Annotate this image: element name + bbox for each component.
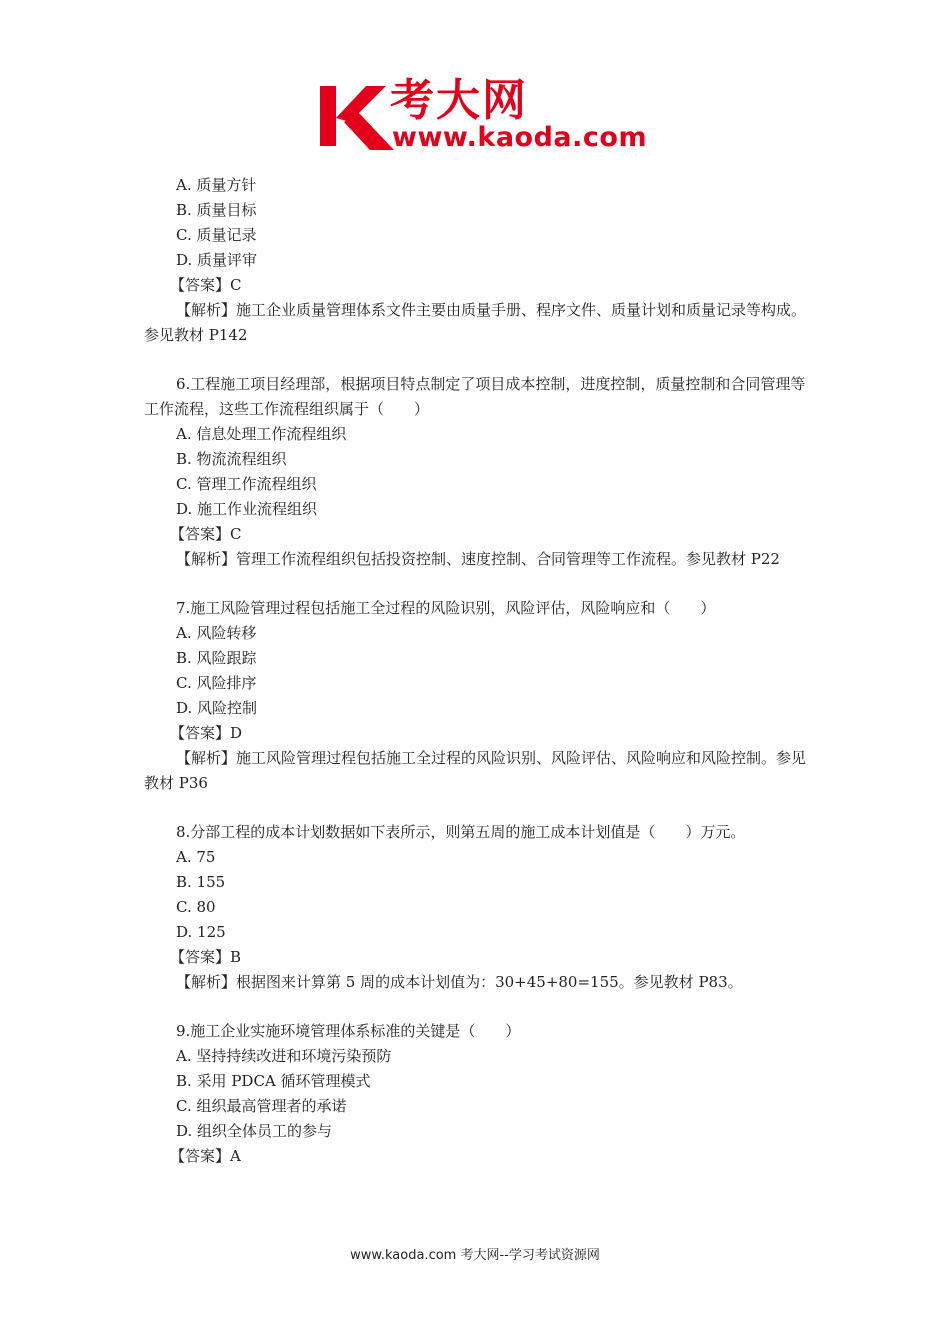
k-logo-icon [318,82,394,150]
q9-option-a: A. 坚持持续改进和环境污染预防 [176,1047,392,1065]
q5-analysis: 【解析】施工企业质量管理体系文件主要由质量手册、程序文件、质量计划和质量记录等构成。参见教材 P142 [144,301,807,344]
q6-option-b: B. 物流流程组织 [176,450,287,468]
logo-chinese-text: 考大网 [390,75,528,126]
q7-analysis: 【解析】施工风险管理过程包括施工全过程的风险识别、风险评估、风险响应和风险控制。参见教材 P36 [144,749,807,792]
q9-option-b: B. 采用 PDCA 循环管理模式 [176,1072,371,1090]
q8-analysis: 【解析】根据图来计算第 5 周的成本计划值为：30+45+80=155。参见教材 P83。 [176,973,743,991]
q9-option-c: C. 组织最高管理者的承诺 [176,1097,347,1115]
q6-answer: 【答案】C [170,525,242,543]
q7-question: 7.施工风险管理过程包括施工全过程的风险识别，风险评估，风险响应和（ ） [176,599,716,617]
q8-option-d: D. 125 [176,923,226,941]
q6-analysis: 【解析】管理工作流程组织包括投资控制、速度控制、合同管理等工作流程。参见教材 P22 [176,550,780,568]
q9-answer: 【答案】A [170,1147,241,1165]
q7-option-b: B. 风险跟踪 [176,649,257,667]
q5-option-d: D. 质量评审 [176,251,258,269]
q5-answer: 【答案】C [170,276,242,294]
spacer [144,995,814,1019]
spacer [144,796,814,820]
q7-option-c: C. 风险排序 [176,674,257,692]
document-body [144,173,814,1169]
q9-question: 9.施工企业实施环境管理体系标准的关键是（ ） [176,1022,521,1040]
q6-option-a: A. 信息处理工作流程组织 [176,425,347,443]
q8-answer: 【答案】B [170,948,242,966]
q8-option-a: A. 75 [176,848,216,866]
q8-option-b: B. 155 [176,873,226,891]
q6-question: 6.工程施工项目经理部，根据项目特点制定了项目成本控制，进度控制，质量控制和合同管理等工作流程，这些工作流程组织属于（ ） [144,375,806,418]
kaoda-logo [318,75,648,160]
q8-question: 8.分部工程的成本计划数据如下表所示，则第五周的施工成本计划值是（ ）万元。 [176,823,746,841]
q7-option-a: A. 风险转移 [176,624,257,642]
q7-answer: 【答案】D [170,724,243,742]
page-footer: www.kaoda.com 考大网--学习考试资源网 [350,1248,600,1263]
q7-option-d: D. 风险控制 [176,699,258,717]
q5-option-a: A. 质量方针 [176,176,257,194]
q6-option-c: C. 管理工作流程组织 [176,475,317,493]
q8-option-c: C. 80 [176,898,216,916]
spacer [144,572,814,596]
q6-option-d: D. 施工作业流程组织 [176,500,318,518]
spacer [144,348,814,372]
q5-option-c: C. 质量记录 [176,226,257,244]
q5-option-b: B. 质量目标 [176,201,257,219]
q9-option-d: D. 组织全体员工的参与 [176,1122,333,1140]
logo-url-text: www.kaoda.com [392,122,648,153]
